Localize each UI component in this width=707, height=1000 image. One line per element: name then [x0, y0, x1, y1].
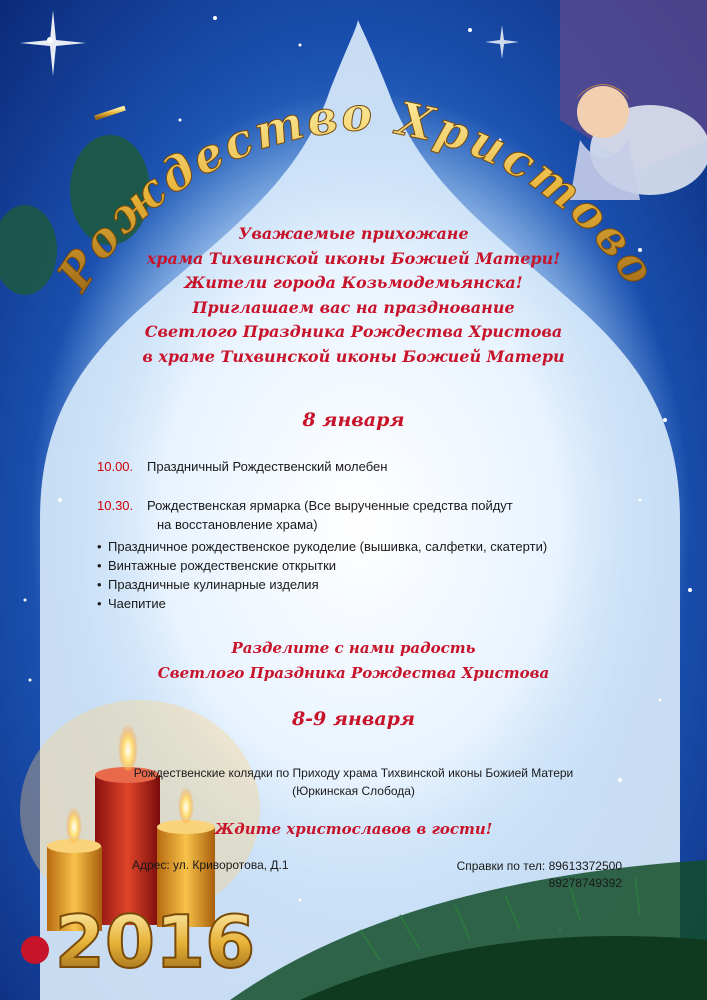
year-badge: [40, 895, 270, 985]
carols-text: [0, 764, 707, 800]
intro-text: [0, 222, 707, 369]
schedule-item: [97, 459, 387, 474]
schedule-continuation: на восстановление храма): [157, 517, 318, 532]
year: 2016: [54, 900, 256, 984]
schedule-time: 10.30.: [97, 498, 134, 513]
list-item: • Праздничное рождественское рукоделие (вышивка, салфетки, скатерти): [97, 537, 547, 556]
schedule-item: [97, 496, 513, 534]
share-text: [0, 636, 707, 686]
activity-list: [97, 537, 547, 613]
intro-line: храма Тихвинской иконы Божией Матери!: [146, 248, 561, 268]
await-text: Ждите христославов в гости!: [214, 820, 493, 838]
share-line: Разделите с нами радость: [231, 639, 476, 657]
share-line: Светлого Праздника Рождества Христова: [157, 664, 550, 682]
phones: [412, 858, 622, 892]
list-item: • Чаепитие: [97, 594, 547, 613]
schedule-text: Праздничный Рождественский молебен: [147, 459, 388, 474]
intro-line: в храме Тихвинской иконы Божией Матери: [142, 346, 565, 366]
list-item: • Праздничные кулинарные изделия: [97, 575, 547, 594]
schedule-text: Рождественская ярмарка (Все вырученные средства пойдут: [147, 498, 513, 513]
list-item: • Винтажные рождественские открытки: [97, 556, 547, 575]
title: Рождество Христово: [46, 86, 668, 300]
carols-line: Рождественские колядки по Приходу храма Тихвинской иконы Божией Матери: [133, 766, 574, 780]
date-heading: 8 января: [302, 409, 405, 431]
intro-line: Уважаемые прихожане: [238, 224, 469, 243]
address: Адрес: ул. Криворотова, Д.1: [132, 858, 289, 872]
schedule-time: 10.00.: [97, 459, 134, 474]
phone-line: Справки по тел: 89613372500: [456, 859, 622, 873]
intro-line: Приглашаем вас на празднование: [192, 297, 515, 317]
phone-line: 89278749392: [548, 876, 622, 890]
date-heading-2: 8-9 января: [291, 708, 416, 730]
intro-line: Светлого Праздника Рождества Христова: [144, 322, 563, 341]
carols-line: (Юркинская Слобода): [292, 784, 415, 798]
intro-line: Жители города Козьмодемьянска!: [184, 273, 523, 292]
